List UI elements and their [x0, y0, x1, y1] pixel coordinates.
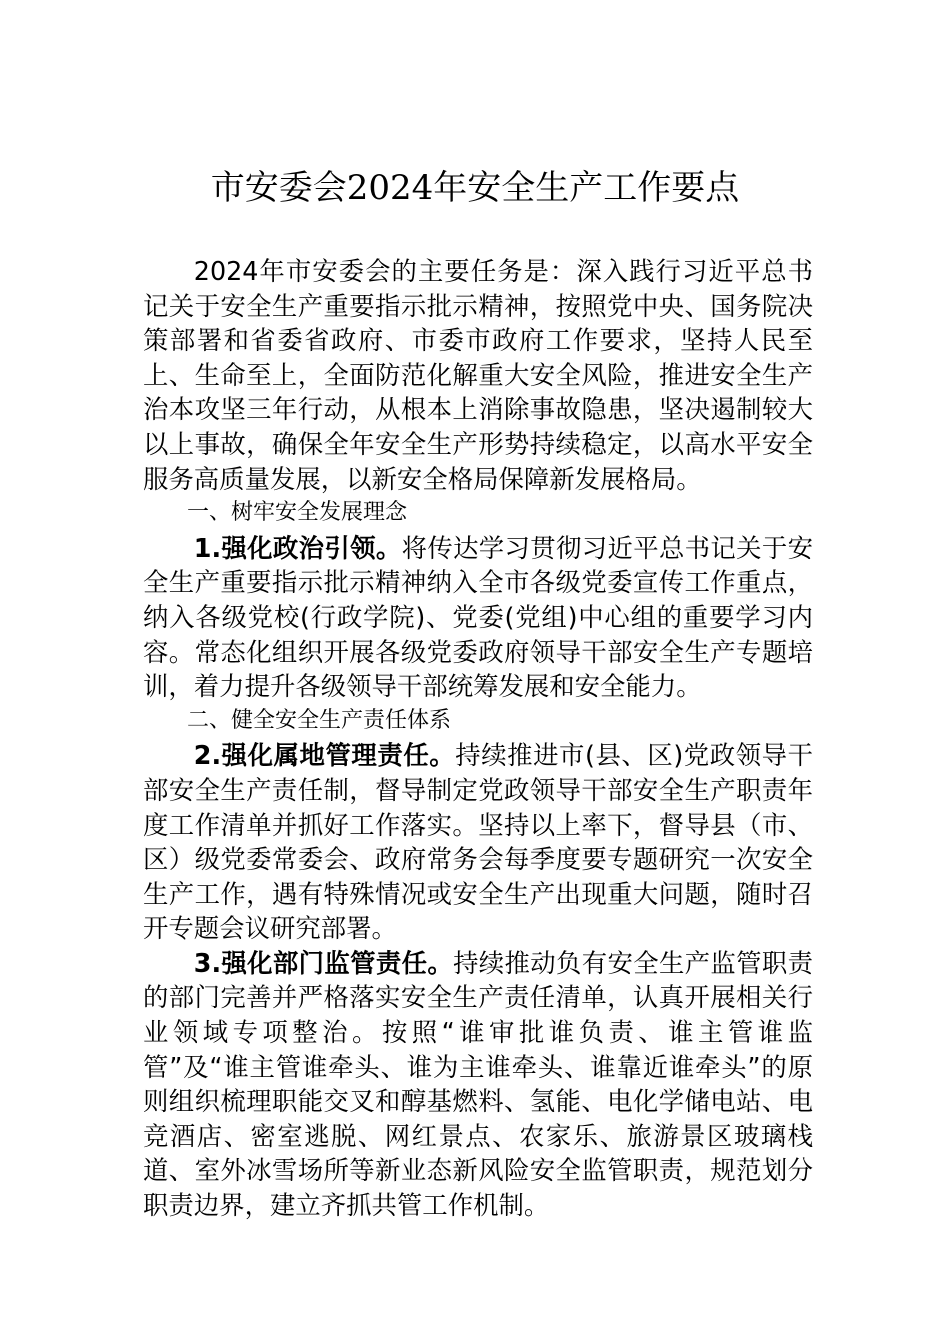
item-paragraph-2 — [143, 738, 813, 946]
item-text-1: 将传达学习贯彻习近平总书记关于安全生产重要指示批示精神纳入全市各级党委宣传工作重点，纳入各级党校(行政学院)、党委(党组)中心组的重要学习内容。常态化组织开展各级党委政府领导干部安全生产专题培训，着力提升各级领导干部统筹发展和安全能力。 — [143, 532, 813, 702]
item-paragraph-3 — [143, 946, 813, 1223]
item-lead-1: 1.强化政治引领。 — [193, 532, 402, 563]
item-text-2: 持续推进市(县、区)党政领导干部安全生产责任制，督导制定党政领导干部安全生产职责年度工作清单并抓好工作落实。坚持以上率下，督导县（市、区）级党委常委会、政府常务会每季度要专题研究一次安全生产工作，遇有特殊情况或安全生产出现重大问题，随时召开专题会议研究部署。 — [143, 740, 814, 944]
section-heading-1: 一、树牢安全发展理念 — [187, 500, 408, 526]
document-body — [143, 254, 813, 1223]
section-heading-2: 二、健全安全生产责任体系 — [187, 707, 452, 733]
item-lead-3: 3.强化部门监管责任。 — [193, 947, 454, 978]
item-text-3: 持续推动负有安全生产监管职责的部门完善并严格落实安全生产责任清单，认真开展相关行业领域专项整治。按照“谁审批谁负责、谁主管谁监管”及“谁主管谁牵头、谁为主谁牵头、谁靠近谁牵头”的原则组织梳理职能交叉和醇基燃料、氢能、电化学储电站、电竞酒店、密室逃脱、网红景点、农家乐、旅游景区玻璃栈道、室外冰雪场所等新业态新风险安全监管职责，规范划分职责边界，建立齐抓共管工作机制。 — [143, 947, 813, 1221]
item-paragraph-1 — [143, 531, 813, 704]
document-title: 市安委会2024年安全生产工作要点 — [210, 168, 740, 208]
intro-paragraph: 2024年市安委会的主要任务是：深入践行习近平总书记关于安全生产重要指示批示精神，按照党中央、国务院决策部署和省委省政府、市委市政府工作要求，坚持人民至上、生命至上，全面防范化解重大安全风险，推进安全生产治本攻坚三年行动，从根本上消除事故隐患，坚决遏制较大以上事故，确保全年安全生产形势持续稳定，以高水平安全服务高质量发展，以新安全格局保障新发展格局。 — [143, 256, 813, 494]
item-lead-2: 2.强化属地管理责任。 — [193, 740, 456, 771]
